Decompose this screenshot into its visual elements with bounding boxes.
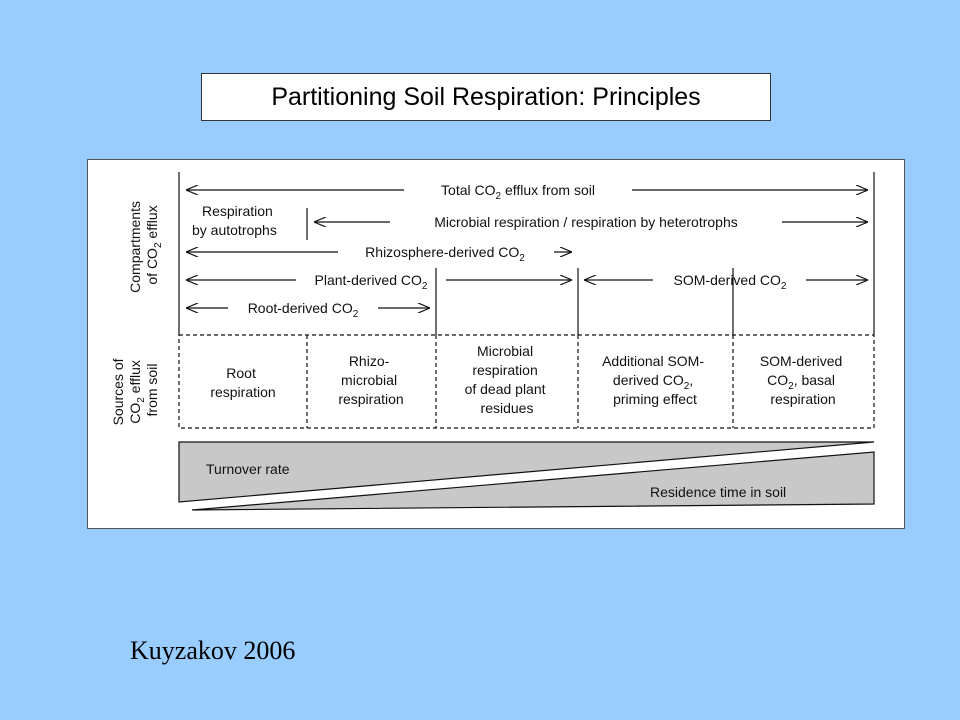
diagram-canvas	[88, 160, 906, 530]
svg-text:by autotrophs: by autotrophs	[192, 222, 277, 238]
som-derived-co2-arrow	[584, 272, 868, 292]
soil-respiration-diagram	[87, 159, 905, 529]
rhizosphere-co2-arrow	[186, 244, 572, 264]
source-dead-residue-respiration: Microbial respiration of dead plant residues	[464, 343, 546, 416]
compartments-label: Compartments of $CO_2$ efflux	[127, 201, 164, 293]
residence-time-label: Residence time in soil	[650, 484, 787, 500]
plant-derived-co2-arrow	[186, 272, 572, 292]
heterotroph-respiration-arrow	[314, 214, 868, 230]
turnover-rate-label: Turnover rate	[206, 461, 290, 477]
svg-text:SOM-derived CO2: SOM-derived $CO_2$	[673, 272, 787, 292]
source-priming-effect: Additional SOM- derived $CO_2$, priming effect	[602, 353, 705, 407]
citation: Kuyzakov 2006	[130, 636, 296, 665]
total-co2-arrow	[186, 182, 868, 202]
svg-text:Respiration: Respiration	[202, 203, 273, 219]
autotroph-respiration-label	[192, 203, 277, 238]
svg-text:Rhizosphere-derived CO2: Rhizosphere-derived $CO_2$	[365, 244, 525, 264]
svg-text:Microbial respiration / respir: Microbial respiration / respiration by heterotrophs	[434, 214, 738, 230]
source-rhizomicrobial-respiration: Rhizo- microbial respiration	[338, 353, 404, 407]
source-basal-respiration: SOM-derived $CO_2$, basal respiration	[759, 353, 843, 407]
root-derived-co2-arrow	[186, 300, 430, 320]
source-root-respiration: Root respiration	[210, 365, 276, 400]
svg-text:Total CO2 efflux from soil: Total $CO_2$ efflux from soil	[441, 182, 595, 202]
slide-title: Partitioning Soil Respiration: Principles	[201, 73, 771, 121]
svg-text:Root-derived CO2: Root-derived $CO_2$	[247, 300, 359, 320]
sources-label: Sources of $CO_2$ efflux from soil	[110, 358, 160, 426]
gradient-wedges	[179, 442, 874, 510]
svg-text:Plant-derived CO2: Plant-derived $CO_2$	[314, 272, 428, 292]
